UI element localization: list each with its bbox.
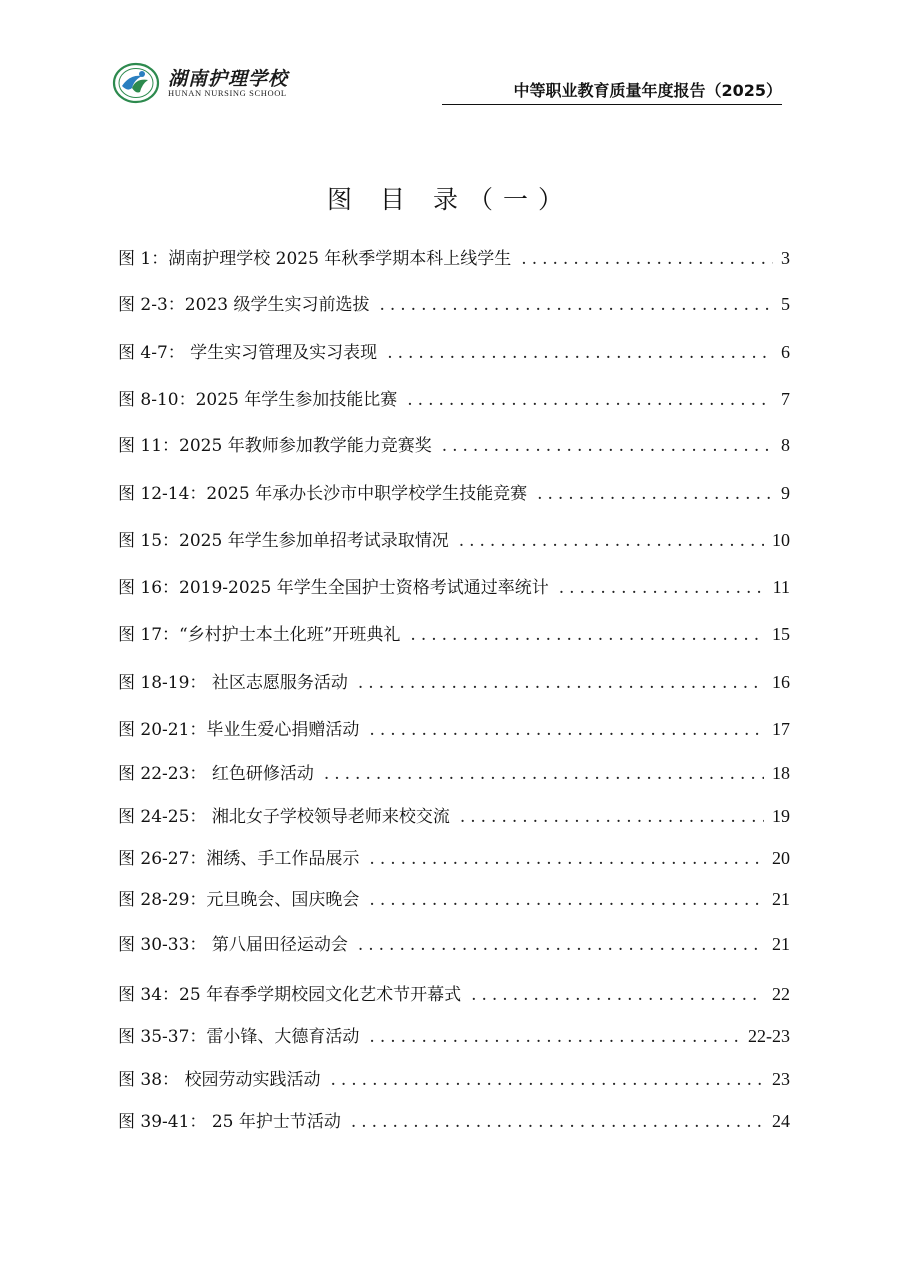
- toc-dot-leader: [442, 433, 773, 459]
- toc-dot-leader: [387, 340, 773, 366]
- toc-entry[interactable]: [118, 716, 790, 742]
- toc-entry[interactable]: [118, 621, 790, 647]
- toc-entry[interactable]: [118, 291, 790, 317]
- toc-dot-leader: [471, 982, 764, 1008]
- toc-entry-label: 图 4-7： 学生实习管理及实习表现: [118, 343, 378, 363]
- toc-entry-page: 11: [772, 577, 790, 597]
- toc-entry-label: 图 39-41： 25 年护士节活动: [118, 1112, 341, 1132]
- toc-entry[interactable]: [118, 803, 790, 829]
- page-header: [112, 60, 782, 106]
- toc-entry-label: 图 18-19： 社区志愿服务活动: [118, 673, 348, 693]
- toc-entry-page: 15: [772, 624, 790, 644]
- toc-dot-leader: [521, 246, 773, 272]
- toc-entry[interactable]: [118, 1108, 790, 1134]
- toc-dot-leader: [358, 670, 764, 696]
- toc-entry-label: 图 26-27：湘绣、手工作品展示: [118, 849, 360, 869]
- toc-dot-leader: [410, 622, 764, 648]
- toc-entry[interactable]: [118, 981, 790, 1007]
- toc-entry-label: 图 28-29：元旦晚会、国庆晚会: [118, 890, 360, 910]
- toc-entry-label: 图 1：湖南护理学校 2025 年秋季学期本科上线学生: [118, 249, 512, 269]
- toc-entry-page: 10: [772, 530, 790, 550]
- toc-entry-label: 图 2-3：2023 级学生实习前选拔: [118, 295, 370, 315]
- toc-entry-label: 图 11：2025 年教师参加教学能力竞赛奖: [118, 436, 432, 456]
- toc-entry-label: 图 17：“乡村护士本土化班”开班典礼: [118, 625, 401, 645]
- toc-dot-leader: [369, 887, 764, 913]
- toc-dot-leader: [351, 1109, 764, 1135]
- toc-dot-leader: [369, 1024, 740, 1050]
- toc-dot-leader: [537, 481, 773, 507]
- toc-entry[interactable]: [118, 886, 790, 912]
- toc-dot-leader: [559, 575, 765, 601]
- toc-dot-leader: [330, 1067, 764, 1093]
- toc-entry-label: 图 15：2025 年学生参加单招考试录取情况: [118, 531, 449, 551]
- toc-entry[interactable]: [118, 480, 790, 506]
- toc-dot-leader: [460, 804, 764, 830]
- toc-entry-page: 18: [772, 763, 790, 783]
- toc-entry-page: 21: [772, 889, 790, 909]
- school-logo: [112, 60, 322, 106]
- toc-entry-page: 16: [772, 672, 790, 692]
- school-emblem-icon: [112, 62, 160, 104]
- toc-entry-page: 7: [781, 389, 790, 409]
- toc-entry[interactable]: [118, 931, 790, 957]
- toc-entry-page: 21: [772, 934, 790, 954]
- toc-dot-leader: [369, 717, 764, 743]
- school-name-cn: 湖南护理学校: [168, 68, 289, 90]
- toc-entry-page: 17: [772, 719, 790, 739]
- page-title: 图 目 录（一）: [327, 185, 573, 214]
- toc-entry[interactable]: [118, 527, 790, 553]
- toc-entry[interactable]: [118, 760, 790, 786]
- toc-entry-label: 图 22-23： 红色研修活动: [118, 764, 314, 784]
- toc-entry-label: 图 30-33： 第八届田径运动会: [118, 935, 348, 955]
- toc-entry-label: 图 34：25 年春季学期校园文化艺术节开幕式: [118, 985, 462, 1005]
- toc-entry-label: 图 12-14：2025 年承办长沙市中职学校学生技能竞赛: [118, 484, 528, 504]
- school-name-en: HUNAN NURSING SCHOOL: [168, 88, 287, 98]
- report-title: 中等职业教育质量年度报告（2025）: [442, 78, 782, 105]
- toc-entry[interactable]: [118, 1023, 790, 1049]
- toc-entry-label: 图 16：2019-2025 年学生全国护士资格考试通过率统计: [118, 578, 549, 598]
- toc-dot-leader: [407, 387, 773, 413]
- toc-entry-label: 图 38： 校园劳动实践活动: [118, 1070, 321, 1090]
- toc-entry-page: 22: [772, 984, 790, 1004]
- toc-entry[interactable]: [118, 1066, 790, 1092]
- toc-entry-page: 22-23: [748, 1026, 790, 1046]
- toc-entry-label: 图 8-10：2025 年学生参加技能比赛: [118, 390, 398, 410]
- toc-dot-leader: [324, 761, 764, 787]
- toc-dot-leader: [358, 932, 764, 958]
- toc-entry[interactable]: [118, 574, 790, 600]
- toc-entry-page: 9: [781, 483, 790, 503]
- toc-entry-page: 5: [781, 294, 790, 314]
- toc-entry[interactable]: [118, 245, 790, 271]
- toc-entry-label: 图 35-37：雷小锋、大德育活动: [118, 1027, 360, 1047]
- toc-dot-leader: [459, 528, 764, 554]
- toc-entry-page: 8: [781, 435, 790, 455]
- toc-entry[interactable]: [118, 669, 790, 695]
- toc-entry-page: 23: [772, 1069, 790, 1089]
- toc-entry-label: 图 20-21：毕业生爱心捐赠活动: [118, 720, 360, 740]
- toc-entry[interactable]: [118, 845, 790, 871]
- toc-dot-leader: [369, 846, 764, 872]
- toc-dot-leader: [379, 292, 773, 318]
- toc-entry[interactable]: [118, 432, 790, 458]
- toc-entry-page: 3: [781, 248, 790, 268]
- toc-entry-page: 20: [772, 848, 790, 868]
- toc-entry[interactable]: [118, 386, 790, 412]
- toc-entry-page: 24: [772, 1111, 790, 1131]
- toc-entry-page: 19: [772, 806, 790, 826]
- toc-entry-label: 图 24-25： 湘北女子学校领导老师来校交流: [118, 807, 450, 827]
- toc-entry-page: 6: [781, 342, 790, 362]
- toc-entry[interactable]: [118, 339, 790, 365]
